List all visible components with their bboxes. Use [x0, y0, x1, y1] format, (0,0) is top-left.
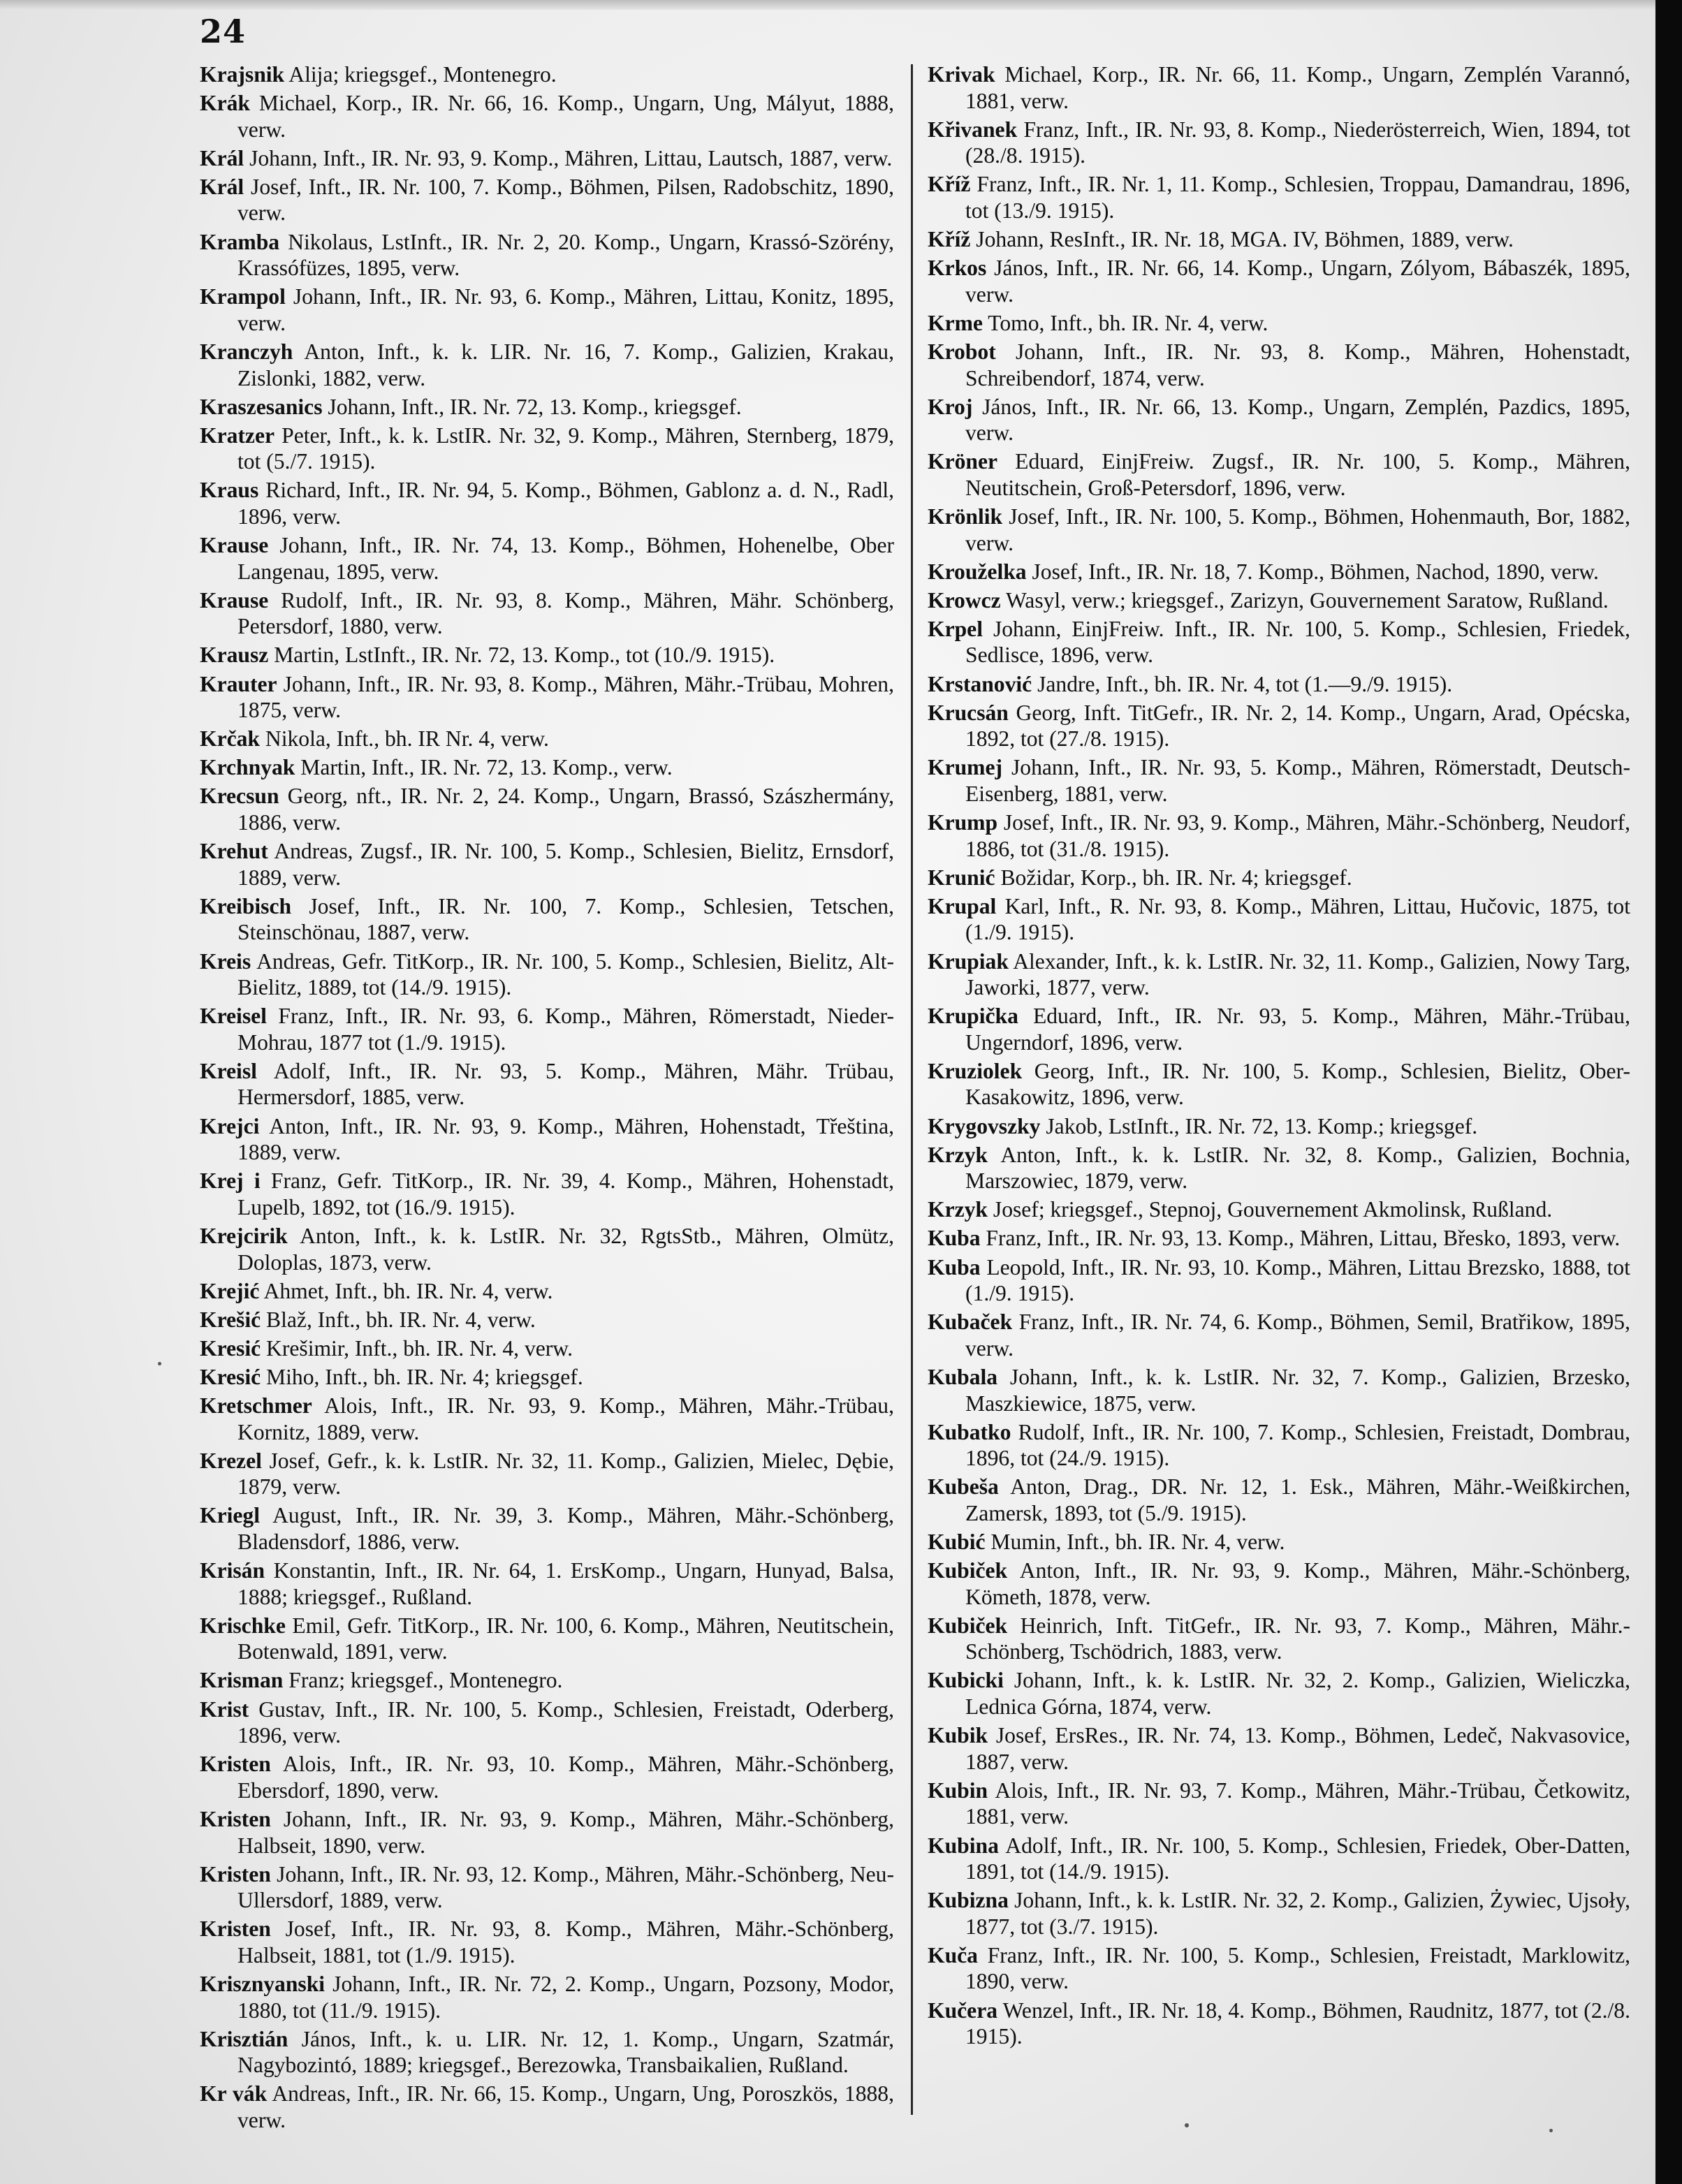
entry-details: Alois, Inft., IR. Nr. 93, 9. Komp., Mähren, Mähr.-Trübau, Kornitz, 1889, verw. — [237, 1393, 894, 1444]
entry-details: János, Inft., IR. Nr. 66, 14. Komp., Ungarn, Zólyom, Bábaszék, 1895, verw. — [965, 256, 1630, 307]
list-item — [928, 893, 1630, 946]
entry-surname: Kristen — [200, 1861, 271, 1886]
entry-details: Johann, Inft., IR. Nr. 93, 6. Komp., Mähren, Littau, Konitz, 1895, verw. — [237, 284, 894, 335]
list-item — [200, 1364, 894, 1391]
entry-details: Johann, Inft., IR. Nr. 93, 9. Komp., Mähren, Mähr.-Schönberg, Halbseit, 1890, verw. — [237, 1806, 894, 1858]
entry-surname: Kr vák — [200, 2081, 268, 2106]
entry-details: Eduard, Inft., IR. Nr. 93, 5. Komp., Mähren, Mähr.-Trübau, Ungerndorf, 1896, verw. — [965, 1004, 1630, 1055]
entry-details: August, Inft., IR. Nr. 39, 3. Komp., Mähren, Mähr.-Schönberg, Bladensdorf, 1886, verw. — [237, 1503, 894, 1554]
entry-details: Georg, nft., IR. Nr. 2, 24. Komp., Ungarn, Brassó, Szászhermány, 1886, verw. — [237, 784, 894, 835]
list-item — [928, 448, 1630, 501]
entry-surname: Kreis — [200, 948, 251, 974]
entry-surname: Krezel — [200, 1448, 262, 1473]
entry-details: Martin, Inft., IR. Nr. 72, 13. Komp., verw. — [295, 755, 673, 780]
entry-surname: Krme — [928, 310, 983, 335]
list-item — [200, 1502, 894, 1555]
list-item — [928, 1722, 1630, 1775]
entry-details: Leopold, Inft., IR. Nr. 93, 10. Komp., Mähren, Littau Brezsko, 1888, tot (1./9. 1915). — [965, 1254, 1630, 1306]
entry-details: Alija; kriegsgef., Montenegro. — [284, 62, 557, 87]
scan-top-edge — [0, 0, 1682, 10]
entry-details: Nikolaus, LstInft., IR. Nr. 2, 20. Komp., Ungarn, Krassó-Szörény, Krassófüzes, 1895, verw. — [237, 229, 894, 281]
list-item — [200, 754, 894, 781]
list-item — [200, 1003, 894, 1055]
list-item — [928, 1558, 1630, 1610]
list-item — [200, 1916, 894, 1968]
entry-surname: Krstanović — [928, 671, 1032, 696]
list-item — [200, 642, 894, 668]
entry-details: Wenzel, Inft., IR. Nr. 18, 4. Komp., Böhmen, Raudnitz, 1877, tot (2./8. 1915). — [965, 1998, 1630, 2049]
list-item — [200, 838, 894, 891]
list-item — [200, 1113, 894, 1166]
list-item — [200, 284, 894, 336]
entry-details: Jakob, LstInft., IR. Nr. 72, 13. Komp.; kriegsgef. — [1040, 1113, 1478, 1138]
entry-details: Božidar, Korp., bh. IR. Nr. 4; kriegsgef. — [995, 865, 1352, 890]
entry-details: Anton, Drag., DR. Nr. 12, 1. Esk., Mähren, Mähr.-Weißkirchen, Zamersk, 1893, tot (5./9. 1915). — [965, 1474, 1630, 1525]
entry-surname: Kubin — [928, 1778, 988, 1803]
entry-surname: Kraszesanics — [200, 394, 323, 419]
entry-surname: Kranczyh — [200, 339, 293, 364]
list-item — [200, 1558, 894, 1610]
entry-surname: Král — [200, 174, 244, 199]
list-item — [200, 1613, 894, 1665]
list-item — [928, 948, 1630, 1001]
entry-details: Franz, Inft., IR. Nr. 93, 6. Komp., Mähren, Römerstadt, Nieder-Mohrau, 1877 tot (1./9. 1915). — [237, 1004, 894, 1055]
entry-details: Andreas, Zugsf., IR. Nr. 100, 5. Komp., Schlesien, Bielitz, Ernsdorf, 1889, verw. — [237, 839, 894, 890]
list-item — [200, 1667, 894, 1694]
entry-surname: Krisman — [200, 1668, 284, 1693]
entry-surname: Krkos — [928, 256, 987, 281]
entry-surname: Krivak — [928, 62, 995, 87]
entry-details: Blaž, Inft., bh. IR. Nr. 4, verw. — [261, 1307, 536, 1332]
entry-details: János, Inft., k. u. LIR. Nr. 12, 1. Komp., Ungarn, Szatmár, Nagybozintó, 1889; kriegsgef., Berezowka, Transbaikalien, Rußland. — [237, 2026, 894, 2078]
list-item — [200, 1307, 894, 1333]
entry-surname: Kraus — [200, 478, 259, 503]
entry-surname: Kristen — [200, 1752, 271, 1777]
list-item — [200, 893, 894, 946]
entry-surname: Kriegl — [200, 1503, 260, 1528]
entry-details: Andreas, Inft., IR. Nr. 66, 15. Komp., Ungarn, Ung, Poroszkös, 1888, verw. — [237, 2081, 894, 2132]
entry-details: Josef, ErsRes., IR. Nr. 74, 13. Komp., Böhmen, Ledeč, Nakvasovice, 1887, verw. — [965, 1723, 1630, 1774]
entry-details: Franz, Inft., IR. Nr. 93, 13. Komp., Mähren, Littau, Břesko, 1893, verw. — [980, 1226, 1621, 1251]
list-item — [200, 229, 894, 281]
entry-surname: Krpel — [928, 616, 983, 641]
entry-details: Johann, Inft., k. k. LstIR. Nr. 32, 7. Komp., Galizien, Brzesko, Maszkiewice, 1875, verw. — [965, 1364, 1630, 1416]
entry-surname: Kučera — [928, 1998, 998, 2023]
entry-surname: Krzyk — [928, 1197, 988, 1222]
entry-details: Josef, Inft., IR. Nr. 100, 7. Komp., Böhmen, Pilsen, Radobschitz, 1890, verw. — [237, 174, 894, 226]
entry-surname: Krecsun — [200, 784, 279, 809]
list-item — [928, 255, 1630, 307]
entry-surname: Krause — [200, 587, 269, 613]
entry-surname: Kresić — [200, 1335, 261, 1361]
list-item — [200, 1335, 894, 1362]
entry-details: Franz, Gefr. TitKorp., IR. Nr. 39, 4. Komp., Mähren, Hohenstadt, Lupelb, 1892, tot (16./9. 1915). — [237, 1168, 895, 1219]
entry-details: Josef, Inft., IR. Nr. 100, 7. Komp., Schlesien, Tetschen, Steinschönau, 1887, verw. — [237, 893, 894, 945]
entry-details: Franz, Inft., IR. Nr. 93, 8. Komp., Niederösterreich, Wien, 1894, tot (28./8. 1915). — [965, 117, 1630, 168]
entry-details: Josef, Inft., IR. Nr. 93, 9. Komp., Mähren, Mähr.-Schönberg, Neudorf, 1886, tot (31./8. 1915). — [965, 810, 1630, 861]
list-item — [928, 339, 1630, 391]
entry-details: Josef, Inft., IR. Nr. 100, 5. Komp., Böhmen, Hohenmauth, Bor, 1882, verw. — [965, 504, 1630, 555]
entry-surname: Kubina — [928, 1833, 999, 1858]
list-item — [928, 1998, 1630, 2050]
list-item — [928, 1196, 1630, 1223]
list-item — [928, 1254, 1630, 1307]
entry-surname: Krupiak — [928, 948, 1009, 974]
list-item — [200, 1448, 894, 1500]
entry-surname: Král — [200, 145, 244, 170]
entry-surname: Kuča — [928, 1942, 978, 1967]
entry-details: Michael, Korp., IR. Nr. 66, 16. Komp., Ungarn, Ung, Mályut, 1888, verw. — [237, 91, 894, 142]
entry-details: Johann, Inft., IR. Nr. 72, 2. Komp., Ungarn, Pozsony, Modor, 1880, tot (11./9. 1915). — [237, 1971, 894, 2023]
entry-surname: Krönlik — [928, 504, 1003, 529]
entry-details: Alois, Inft., IR. Nr. 93, 7. Komp., Mähren, Mähr.-Trübau, Četkowitz, 1881, verw. — [965, 1778, 1630, 1829]
entry-surname: Kubiček — [928, 1558, 1008, 1583]
entry-surname: Krejci — [200, 1113, 260, 1138]
list-item — [200, 90, 894, 142]
list-item — [928, 310, 1630, 337]
entry-surname: Krisznyanski — [200, 1971, 326, 1996]
entry-surname: Krchnyak — [200, 755, 295, 780]
entry-details: Anton, Inft., IR. Nr. 93, 9. Komp., Mähren, Hohenstadt, Třeština, 1889, verw. — [237, 1113, 894, 1165]
entry-details: Michael, Korp., IR. Nr. 66, 11. Komp., Ungarn, Zemplén Varannó, 1881, verw. — [965, 62, 1630, 113]
entry-details: Anton, Inft., k. k. LIR. Nr. 16, 7. Komp., Galizien, Krakau, Zislonki, 1882, verw. — [237, 339, 894, 390]
entry-details: Rudolf, Inft., IR. Nr. 93, 8. Komp., Mähren, Mähr. Schönberg, Petersdorf, 1880, verw. — [237, 587, 894, 639]
entry-details: Josef, Inft., IR. Nr. 18, 7. Komp., Böhmen, Nachod, 1890, verw. — [1026, 559, 1599, 584]
list-item — [200, 1058, 894, 1111]
entry-surname: Krupička — [928, 1004, 1018, 1029]
list-item — [928, 1613, 1630, 1665]
list-item — [200, 1861, 894, 1914]
entry-surname: Krist — [200, 1696, 249, 1722]
list-item — [928, 1364, 1630, 1416]
entry-details: Anton, Inft., k. k. LstIR. Nr. 32, 8. Komp., Galizien, Bochnia, Marszowiec, 1879, verw. — [965, 1142, 1630, 1194]
entry-details: Johann, Inft., IR. Nr. 93, 5. Komp., Mähren, Römerstadt, Deutsch-Eisenberg, 1881, verw. — [965, 755, 1630, 806]
entry-surname: Krumej — [928, 755, 1003, 780]
list-item — [928, 616, 1630, 668]
entry-surname: Kristen — [200, 1917, 271, 1942]
entry-details: Georg, Inft. TitGefr., IR. Nr. 2, 14. Komp., Ungarn, Arad, Opécska, 1892, tot (27./8. 1915). — [965, 700, 1630, 752]
entry-surname: Krehut — [200, 839, 268, 864]
list-item — [200, 726, 894, 752]
list-item — [200, 339, 894, 391]
entry-details: Konstantin, Inft., IR. Nr. 64, 1. ErsKomp., Ungarn, Hunyad, Balsa, 1888; kriegsgef., Rußland. — [237, 1558, 894, 1609]
list-item — [928, 394, 1630, 446]
list-item — [200, 423, 894, 475]
list-item — [200, 1806, 894, 1859]
entry-details: Richard, Inft., IR. Nr. 94, 5. Komp., Böhmen, Gablonz a. d. N., Radl, 1896, verw. — [237, 478, 894, 529]
entry-details: Anton, Inft., IR. Nr. 93, 9. Komp., Mähren, Mähr.-Schönberg, Kömeth, 1878, verw. — [965, 1558, 1630, 1609]
list-item — [928, 226, 1630, 253]
entry-details: Alexander, Inft., k. k. LstIR. Nr. 32, 11. Komp., Galizien, Nowy Targ, Jaworki, 1877, verw. — [965, 948, 1630, 1000]
scan-right-edge — [1655, 0, 1682, 2184]
entry-surname: Krausz — [200, 643, 269, 668]
entry-surname: Krčak — [200, 726, 260, 752]
entry-details: Eduard, EinjFreiw. Zugsf., IR. Nr. 100, 5. Komp., Mähren, Neutitschein, Groß-Petersdorf, 1896, verw. — [965, 449, 1630, 500]
ink-speck — [1549, 2129, 1553, 2132]
entry-surname: Kreibisch — [200, 893, 292, 918]
entry-surname: Krause — [200, 533, 269, 558]
entry-surname: Krisán — [200, 1558, 265, 1583]
entry-details: Karl, Inft., R. Nr. 93, 8. Komp., Mähren, Littau, Hučovic, 1875, tot (1./9. 1915). — [965, 893, 1630, 945]
entry-surname: Kubik — [928, 1723, 988, 1748]
entry-surname: Krowcz — [928, 587, 1001, 613]
list-item — [200, 1168, 894, 1220]
entry-surname: Krejcirik — [200, 1223, 288, 1248]
list-item — [928, 1419, 1630, 1472]
entry-surname: Kubaček — [928, 1310, 1013, 1335]
ink-speck — [158, 1362, 161, 1365]
entry-details: Andreas, Gefr. TitKorp., IR. Nr. 100, 5. Komp., Schlesien, Bielitz, Alt-Bielitz, 1889, tot (14./9. 1915). — [237, 948, 894, 1000]
list-item — [928, 1778, 1630, 1830]
entry-details: Wasyl, verw.; kriegsgef., Zarizyn, Gouvernement Saratow, Rußland. — [1000, 587, 1609, 613]
entry-surname: Krump — [928, 810, 998, 835]
entry-surname: Kuba — [928, 1226, 981, 1251]
entry-surname: Krouželka — [928, 559, 1027, 584]
entry-details: Jandre, Inft., bh. IR. Nr. 4, tot (1.—9./9. 1915). — [1032, 671, 1453, 696]
entry-details: Peter, Inft., k. k. LstIR. Nr. 32, 9. Komp., Mähren, Sternberg, 1879, tot (5./7. 1915). — [237, 423, 894, 474]
entry-details: Franz, Inft., IR. Nr. 74, 6. Komp., Böhmen, Semil, Bratřikow, 1895, verw. — [965, 1310, 1630, 1361]
entry-surname: Kruziolek — [928, 1058, 1023, 1083]
entry-surname: Krisztián — [200, 2026, 288, 2051]
page-number: 24 — [200, 13, 247, 50]
entry-surname: Kubatko — [928, 1419, 1011, 1444]
list-item — [928, 1474, 1630, 1526]
list-item — [928, 1667, 1630, 1720]
list-item — [200, 948, 894, 1001]
list-item — [200, 1971, 894, 2023]
entry-surname: Krygovszky — [928, 1113, 1041, 1138]
entry-details: Georg, Inft., IR. Nr. 100, 5. Komp., Schlesien, Bielitz, Ober-Kasakowitz, 1896, verw. — [965, 1058, 1630, 1110]
list-item — [928, 809, 1630, 862]
list-item — [928, 1529, 1630, 1555]
list-item — [200, 1223, 894, 1275]
entry-details: Johann, Inft., IR. Nr. 93, 8. Komp., Mähren, Mähr.-Trübau, Mohren, 1875, verw. — [237, 671, 894, 723]
entry-details: Alois, Inft., IR. Nr. 93, 10. Komp., Mähren, Mähr.-Schönberg, Ebersdorf, 1890, verw. — [237, 1752, 894, 1803]
entry-details: Nikola, Inft., bh. IR Nr. 4, verw. — [260, 726, 549, 752]
list-item — [200, 1278, 894, 1305]
entry-details: Johann, Inft., k. k. LstIR. Nr. 32, 2. Komp., Galizien, Żywiec, Ujsoły, 1877, tot (3./7. 1915). — [965, 1888, 1630, 1939]
entry-details: Johann, Inft., IR. Nr. 74, 13. Komp., Böhmen, Hohenelbe, Ober Langenau, 1895, verw. — [237, 533, 894, 584]
entry-details: Miho, Inft., bh. IR. Nr. 4; kriegsgef. — [261, 1364, 583, 1389]
list-item — [928, 754, 1630, 807]
list-item — [200, 477, 894, 529]
list-item — [928, 61, 1630, 114]
entry-details: Krešimir, Inft., bh. IR. Nr. 4, verw. — [261, 1335, 573, 1361]
list-item — [200, 61, 894, 88]
entry-surname: Kříž — [928, 227, 971, 252]
entry-surname: Kubiček — [928, 1613, 1008, 1638]
list-item — [928, 171, 1630, 223]
entry-surname: Kubizna — [928, 1888, 1009, 1913]
list-item — [928, 587, 1630, 614]
list-item — [928, 1833, 1630, 1885]
list-item — [928, 700, 1630, 752]
list-item — [928, 1142, 1630, 1194]
entry-surname: Kramba — [200, 229, 280, 254]
list-item — [928, 504, 1630, 556]
entry-surname: Kubić — [928, 1529, 986, 1554]
list-item — [200, 587, 894, 640]
entry-surname: Krej i — [200, 1168, 261, 1194]
entry-surname: Kretschmer — [200, 1393, 312, 1418]
entry-details: Josef, Gefr., k. k. LstIR. Nr. 32, 11. Komp., Galizien, Mielec, Dębie, 1879, verw. — [237, 1448, 894, 1500]
entry-surname: Křivanek — [928, 117, 1018, 142]
entry-details: Franz, Inft., IR. Nr. 1, 11. Komp., Schlesien, Troppau, Damandrau, 1896, tot (13./9. 1915). — [965, 172, 1630, 223]
list-item — [200, 2081, 894, 2133]
entry-details: Rudolf, Inft., IR. Nr. 100, 7. Komp., Schlesien, Freistadt, Dombrau, 1896, tot (24./9. 1915). — [965, 1419, 1630, 1471]
entry-surname: Kuba — [928, 1254, 981, 1280]
entry-details: Adolf, Inft., IR. Nr. 93, 5. Komp., Mähren, Mähr. Trübau, Hermersdorf, 1885, verw. — [237, 1058, 894, 1110]
list-item — [928, 1887, 1630, 1940]
entry-surname: Kříž — [928, 172, 971, 197]
list-item — [928, 1003, 1630, 1055]
entry-surname: Kreisel — [200, 1004, 267, 1029]
entry-surname: Krobot — [928, 339, 996, 364]
entry-details: Johann, ResInft., IR. Nr. 18, MGA. IV, Böhmen, 1889, verw. — [970, 227, 1514, 252]
list-item — [928, 671, 1630, 698]
list-item — [928, 865, 1630, 891]
entry-details: Gustav, Inft., IR. Nr. 100, 5. Komp., Schlesien, Freistadt, Oderberg, 1896, verw. — [237, 1696, 894, 1748]
entry-details: Franz; kriegsgef., Montenegro. — [283, 1668, 563, 1693]
entry-details: János, Inft., IR. Nr. 66, 13. Komp., Ungarn, Zemplén, Pazdics, 1895, verw. — [965, 394, 1630, 446]
entry-details: Johann, Inft., k. k. LstIR. Nr. 32, 2. Komp., Galizien, Wieliczka, Lednica Górna, 1874, verw. — [965, 1668, 1630, 1720]
entry-surname: Kubeša — [928, 1474, 999, 1500]
entry-surname: Kreisl — [200, 1058, 257, 1083]
entry-details: Johann, Inft., IR. Nr. 72, 13. Komp., kriegsgef. — [322, 394, 742, 419]
list-item — [200, 1696, 894, 1749]
entry-surname: Krischke — [200, 1613, 286, 1638]
entry-surname: Krauter — [200, 671, 277, 696]
entry-details: Josef, Inft., IR. Nr. 93, 8. Komp., Mähren, Mähr.-Schönberg, Halbseit, 1881, tot (1./9. 1915). — [237, 1917, 894, 1967]
right-column — [928, 61, 1630, 2052]
list-item — [200, 783, 894, 835]
ink-speck — [1185, 2123, 1189, 2127]
column-divider — [911, 64, 913, 2115]
list-item — [928, 117, 1630, 169]
entry-details: Johann, Inft., IR. Nr. 93, 8. Komp., Mähren, Hohenstadt, Schreibendorf, 1874, verw. — [965, 339, 1630, 390]
entry-surname: Krák — [200, 91, 250, 116]
left-column — [200, 61, 894, 2136]
list-item — [200, 174, 894, 226]
entry-details: Anton, Inft., k. k. LstIR. Nr. 32, RgtsStb., Mähren, Olmütz, Doloplas, 1873, verw. — [237, 1223, 894, 1275]
list-item — [200, 394, 894, 420]
entry-details: Johann, Inft., IR. Nr. 93, 9. Komp., Mähren, Littau, Lautsch, 1887, verw. — [244, 145, 893, 170]
list-item — [200, 1751, 894, 1803]
entry-surname: Kristen — [200, 1806, 271, 1831]
entry-details: Emil, Gefr. TitKorp., IR. Nr. 100, 6. Komp., Mähren, Neutitschein, Botenwald, 1891, verw. — [237, 1613, 894, 1664]
entry-details: Josef; kriegsgef., Stepnoj, Gouvernement Akmolinsk, Rußland. — [988, 1197, 1553, 1222]
list-item — [928, 1942, 1630, 1995]
entry-surname: Kroj — [928, 394, 973, 419]
entry-surname: Krampol — [200, 284, 286, 309]
list-item — [928, 1058, 1630, 1111]
entry-details: Franz, Inft., IR. Nr. 100, 5. Komp., Schlesien, Freistadt, Marklowitz, 1890, verw. — [965, 1942, 1630, 1994]
entry-surname: Kresić — [200, 1364, 261, 1389]
list-item — [200, 2026, 894, 2079]
entry-surname: Kratzer — [200, 423, 275, 448]
entry-surname: Kubicki — [928, 1668, 1004, 1693]
list-item — [928, 1309, 1630, 1361]
list-item — [200, 145, 894, 172]
entry-surname: Krešić — [200, 1307, 261, 1332]
list-item — [928, 1113, 1630, 1140]
list-item — [200, 671, 894, 724]
entry-surname: Krupal — [928, 893, 997, 918]
entry-surname: Krucsán — [928, 700, 1009, 725]
entry-details: Johann, EinjFreiw. Inft., IR. Nr. 100, 5. Komp., Schlesien, Friedek, Sedlisce, 1896, verw. — [965, 616, 1630, 668]
list-item — [200, 532, 894, 585]
entry-details: Mumin, Inft., bh. IR. Nr. 4, verw. — [985, 1529, 1285, 1554]
list-item — [200, 1393, 894, 1445]
entry-surname: Kubala — [928, 1364, 998, 1389]
entry-details: Johann, Inft., IR. Nr. 93, 12. Komp., Mähren, Mähr.-Schönberg, Neu-Ullersdorf, 1889, verw. — [237, 1861, 894, 1913]
list-item — [928, 559, 1630, 585]
entry-details: Ahmet, Inft., bh. IR. Nr. 4, verw. — [259, 1278, 553, 1303]
entry-surname: Krzyk — [928, 1142, 988, 1167]
entry-surname: Krejić — [200, 1278, 260, 1303]
entry-surname: Kröner — [928, 449, 998, 474]
entry-details: Adolf, Inft., IR. Nr. 100, 5. Komp., Schlesien, Friedek, Ober-Datten, 1891, tot (14./9. 1915). — [965, 1833, 1630, 1884]
entry-surname: Krunić — [928, 865, 995, 890]
entry-details: Martin, LstInft., IR. Nr. 72, 13. Komp., tot (10./9. 1915). — [268, 643, 775, 668]
list-item — [928, 1225, 1630, 1252]
entry-details: Tomo, Inft., bh. IR. Nr. 4, verw. — [982, 310, 1268, 335]
entry-details: Heinrich, Inft. TitGefr., IR. Nr. 93, 7. Komp., Mähren, Mähr.-Schönberg, Tschödrich, 1883, verw. — [965, 1613, 1630, 1664]
entry-surname: Krajsnik — [200, 62, 285, 87]
